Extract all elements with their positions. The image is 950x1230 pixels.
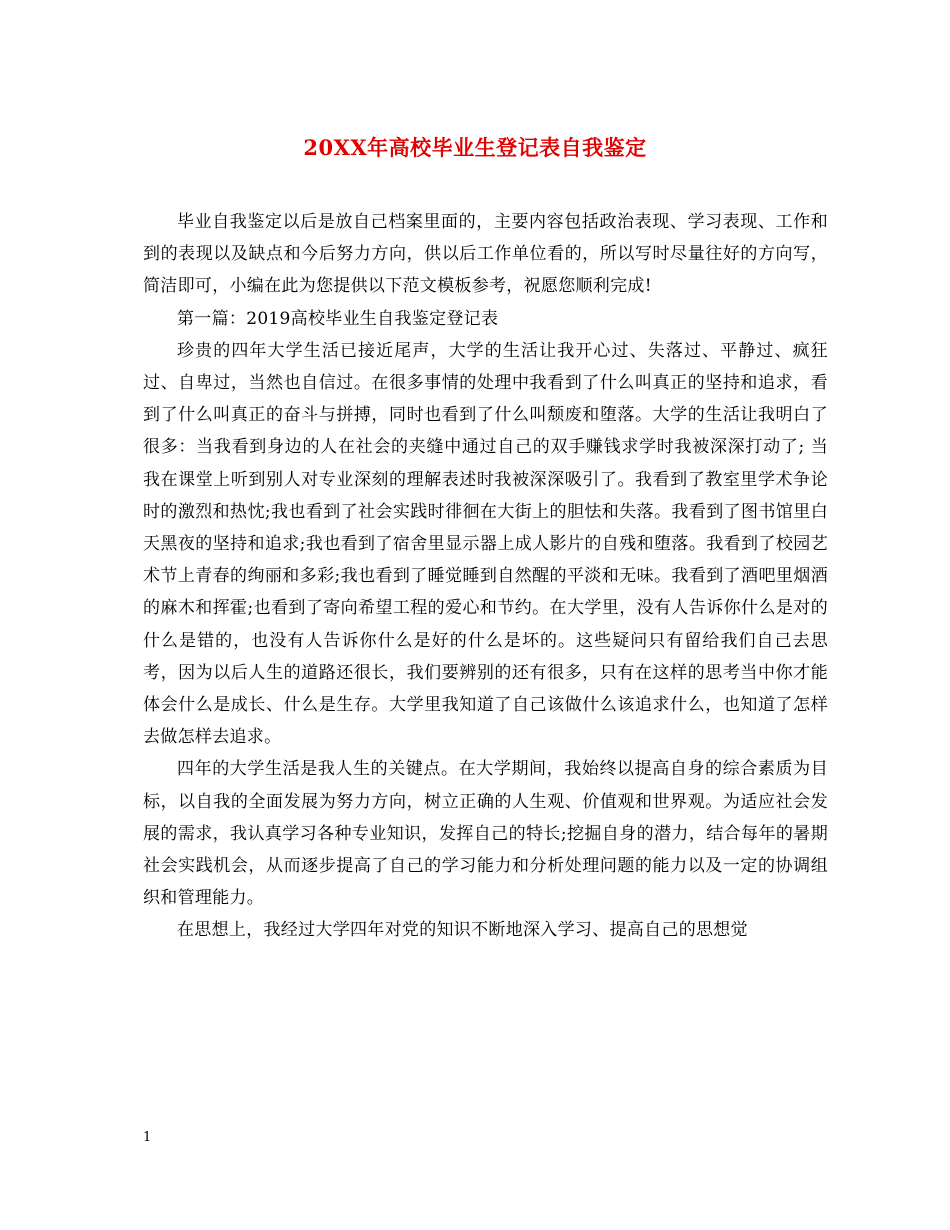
paragraph-intro: 毕业自我鉴定以后是放自己档案里面的，主要内容包括政治表现、学习表现、工作和到的表现以及缺点和今后努力方向，供以后工作单位看的，所以写时尽量往好的方向写，简洁即可，小编在此为您提供以下范文模板参考，祝愿您顺利完成! [143, 212, 828, 297]
paragraph-thought: 在思想上，我经过大学四年对党的知识不断地深入学习、提高自己的思想觉 [177, 920, 748, 941]
paragraph-section-heading: 第一篇：2019高校毕业生自我鉴定登记表 [177, 308, 499, 329]
paragraph-four-years: 四年的大学生活是我人生的关键点。在大学期间，我始终以提高自身的综合素质为目标，以自我的全面发展为努力方向，树立正确的人生观、价值观和世界观。为适应社会发展的需求，我认真学习各种专业知识，发挥自己的特长;挖掘自身的潜力，结合每年的暑期社会实践机会，从而逐步提高了自己的学习能力和分析处理问题的能力以及一定的协调组织和管理能力。 [143, 759, 828, 909]
document-body [143, 206, 828, 947]
page-number: 1 [143, 1130, 152, 1145]
paragraph-college-life: 珍贵的四年大学生活已接近尾声，大学的生活让我开心过、失落过、平静过、疯狂过、自卑过，当然也自信过。在很多事情的处理中我看到了什么叫真正的坚持和追求，看到了什么叫真正的奋斗与拼搏，同时也看到了什么叫颓废和堕落。大学的生活让我明白了很多：当我看到身边的人在社会的夹缝中通过自己的双手赚钱求学时我被深深打动了; 当我在课堂上听到别人对专业深刻的理解表述时我被深深吸引了。我看到了教室里学术争论时的激烈和热忱;我也看到了社会实践时徘徊在大街上的胆怯和失落。我看到了图书馆里白天黑夜的坚持和追求;我也看到了宿舍里显示器上成人影片的自残和堕落。我看到了校园艺术节上青春的绚丽和多彩;我也看到了睡觉睡到自然醒的平淡和无味。我看到了酒吧里烟酒的麻木和挥霍;也看到了寄向希望工程的爱心和节约。在大学里，没有人告诉你什么是对的什么是错的，也没有人告诉你什么是好的什么是坏的。这些疑问只有留给我们自己去思考，因为以后人生的道路还很长，我们要辨别的还有很多，只有在这样的思考当中你才能体会什么是成长、什么是生存。大学里我知道了自己该做什么该追求什么，也知道了怎样去做怎样去追求。 [143, 340, 828, 748]
document-title: 20XX年高校毕业生登记表自我鉴定 [303, 135, 647, 160]
